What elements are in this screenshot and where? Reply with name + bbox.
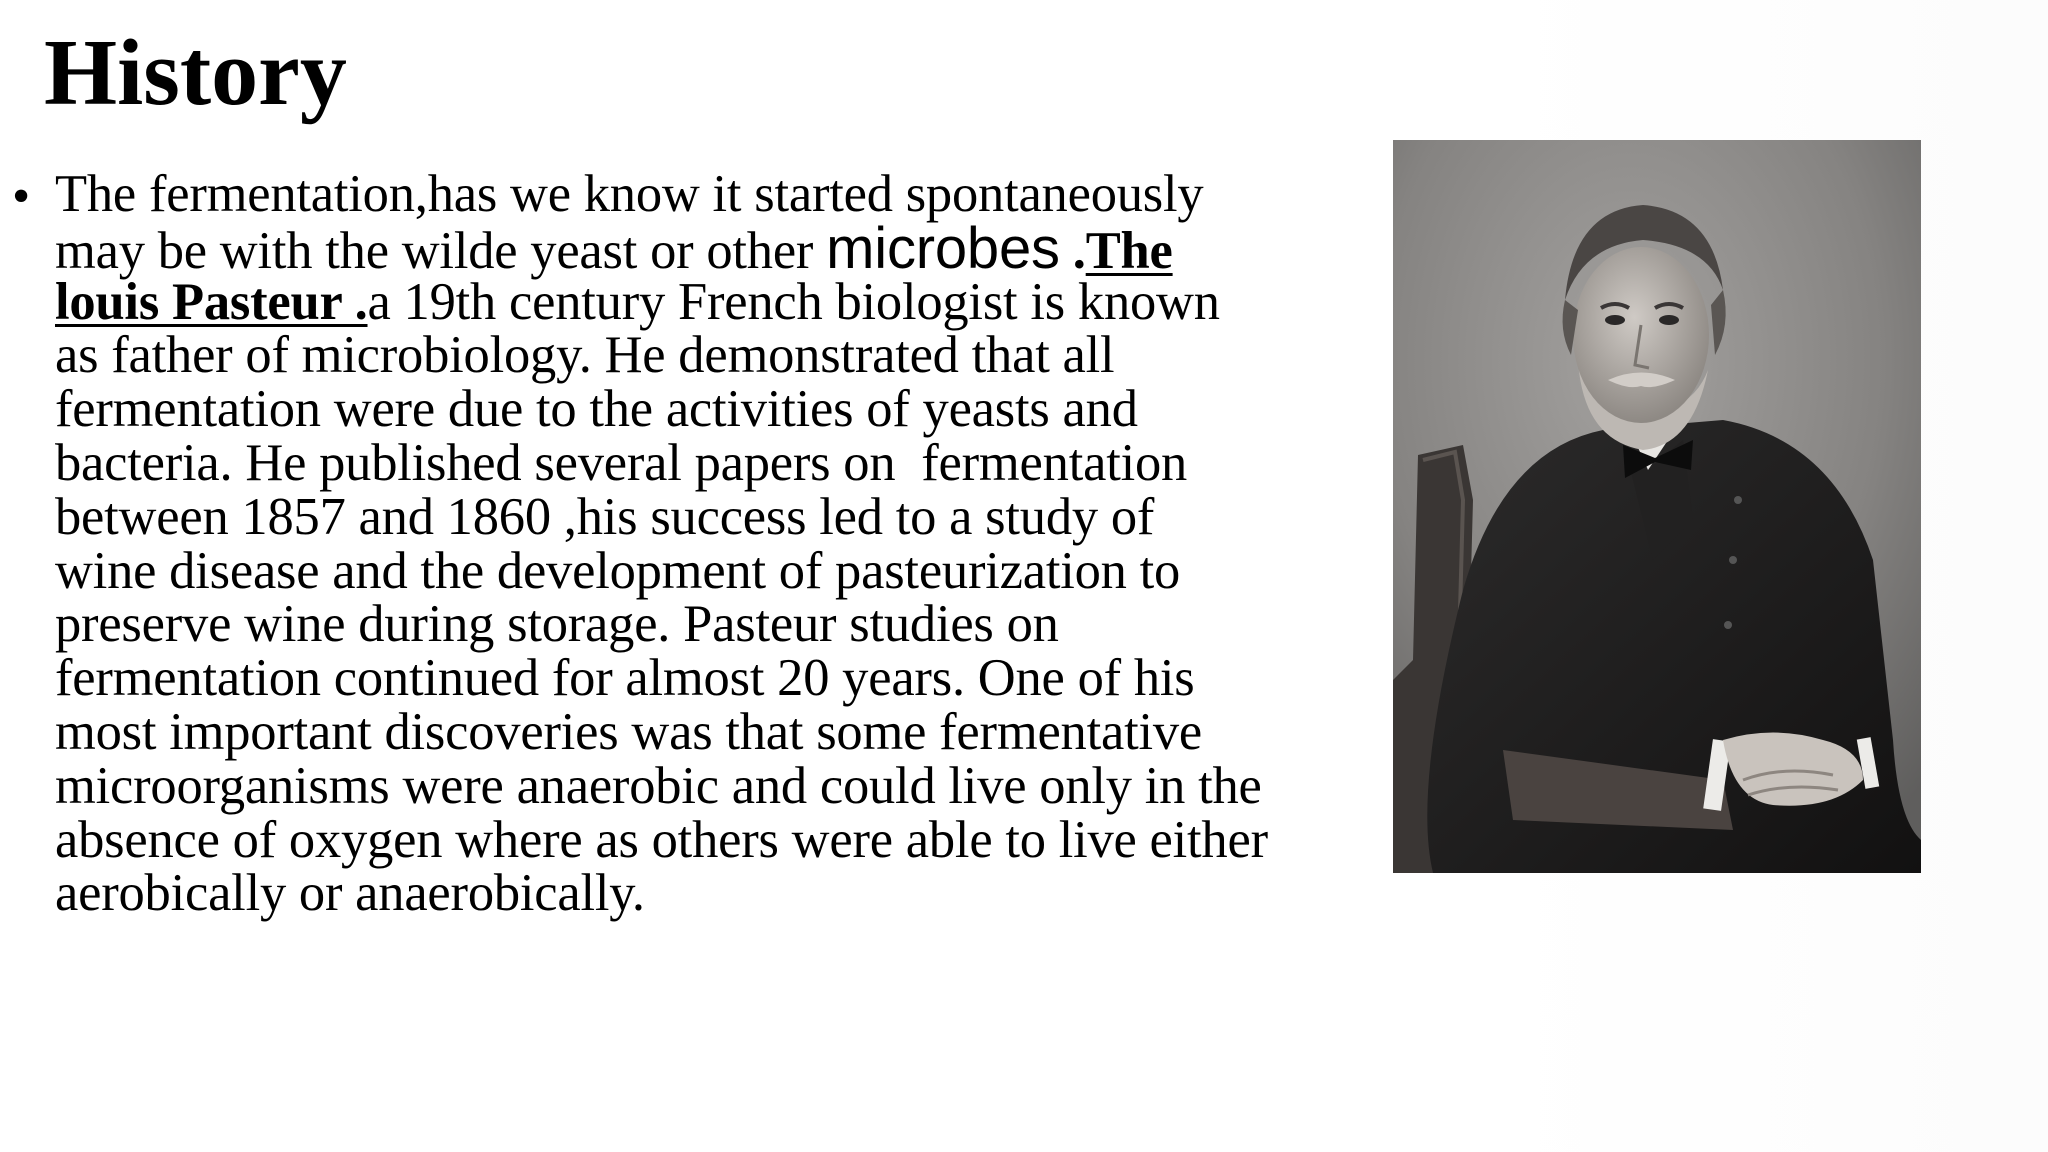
text-span: microorganisms were anaerobic and could live only in the xyxy=(55,756,1262,815)
slide-title: History xyxy=(44,21,347,125)
text-span: a 19th century French biologist is known xyxy=(367,272,1220,331)
paragraph-line xyxy=(55,702,1377,761)
bullet-paragraph xyxy=(55,165,1377,923)
paragraph-line xyxy=(55,864,1377,923)
text-span: may be with the wilde yeast or other xyxy=(55,221,827,280)
text-span-microbes: microbes xyxy=(826,215,1060,281)
text-span: wine disease and the development of pasteurization to xyxy=(55,541,1181,600)
portrait-icon xyxy=(1393,140,1921,873)
text-span: The fermentation,has we know it started spontaneously xyxy=(55,165,1204,223)
portrait-image xyxy=(1393,140,1921,873)
paragraph-line xyxy=(55,272,1377,331)
text-span: as father of microbiology. He demonstrated that all xyxy=(55,326,1115,385)
paragraph-line xyxy=(55,487,1377,546)
paragraph-line xyxy=(55,326,1377,385)
text-span: . xyxy=(1059,221,1086,280)
text-span: between 1857 and 1860 ,his success led to a study of xyxy=(55,487,1155,546)
bullet-icon: • xyxy=(12,168,31,225)
text-span: fermentation were due to the activities of yeasts and xyxy=(55,380,1138,439)
pasteur-link-part1[interactable]: The xyxy=(1085,221,1173,280)
paragraph-line xyxy=(55,756,1377,815)
text-span: bacteria. He published several papers on fermentation xyxy=(55,433,1188,492)
pasteur-link-part2[interactable]: louis Pasteur . xyxy=(55,272,368,331)
paragraph-line xyxy=(55,810,1377,869)
bullet-item xyxy=(12,165,1377,923)
paragraph-line xyxy=(55,649,1377,708)
paragraph-line xyxy=(55,215,1377,281)
text-span: fermentation continued for almost 20 years. One of his xyxy=(55,649,1195,708)
paragraph-line xyxy=(55,541,1377,600)
paragraph-line xyxy=(55,165,1377,223)
text-span: absence of oxygen where as others were able to live either xyxy=(55,810,1268,869)
paragraph-line xyxy=(55,595,1377,654)
text-span: aerobically or anaerobically. xyxy=(55,864,645,923)
paragraph-line xyxy=(55,380,1377,439)
text-span: most important discoveries was that some fermentative xyxy=(55,702,1203,761)
paragraph-line xyxy=(55,433,1377,492)
text-span: preserve wine during storage. Pasteur studies on xyxy=(55,595,1059,654)
